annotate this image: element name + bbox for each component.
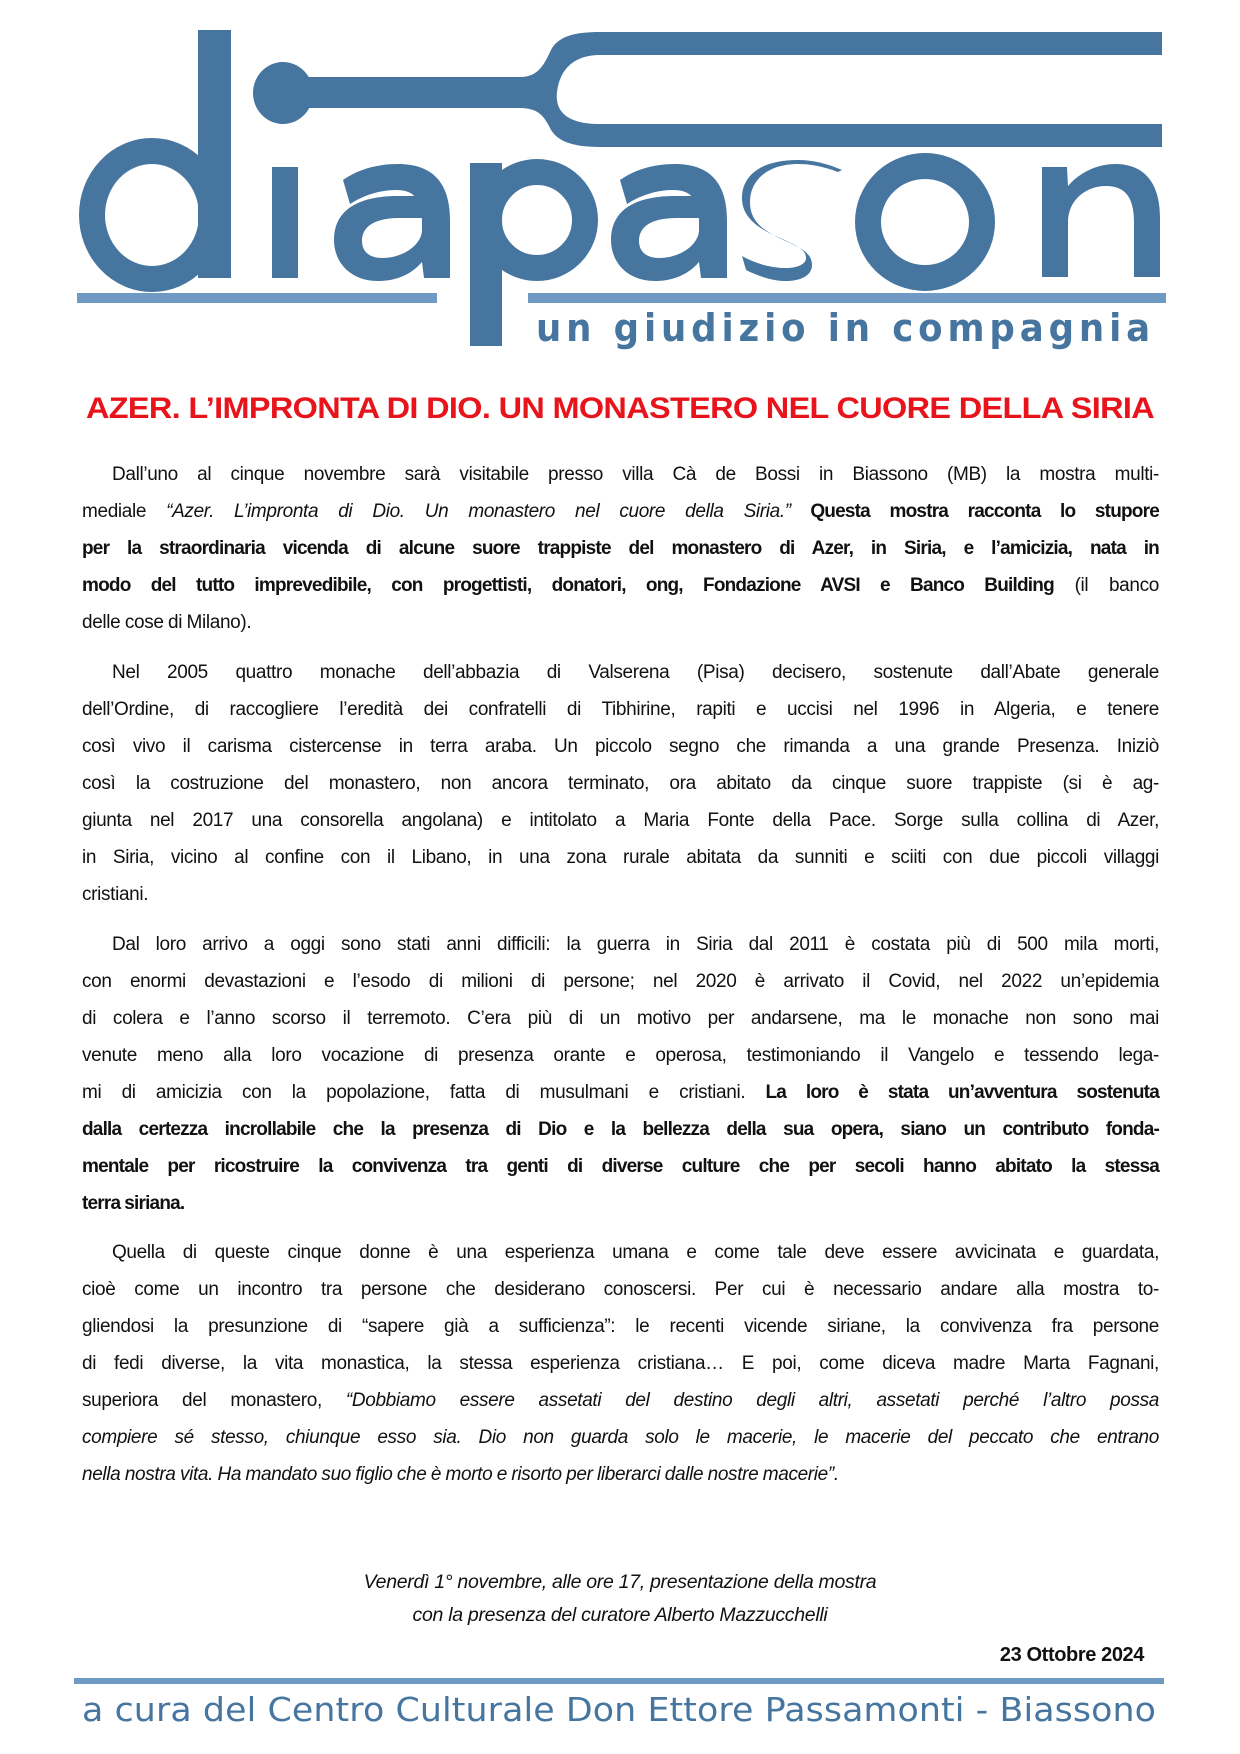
text-run: Nel 2005 quattro monache dell’abbazia di Valserena (Pisa) decisero, sostenute dall’Abate generale bbox=[112, 662, 1159, 683]
text-run: mi di amicizia con la popolazione, fatta di musulmani e cristiani. bbox=[82, 1082, 766, 1103]
text-line bbox=[82, 1148, 1159, 1185]
letter-a bbox=[334, 164, 450, 281]
text-line bbox=[82, 1074, 1159, 1111]
text-line bbox=[112, 456, 1159, 493]
text-run: giunta nel 2017 una consorella angolana) e intitolato a Maria Fonte della Pace. Sorge sulla collina di Azer, bbox=[82, 810, 1159, 831]
letter-s bbox=[742, 160, 842, 281]
text-run: venute meno alla loro vocazione di presenza orante e operosa, testimoniando il Vangelo e tessendo lega- bbox=[82, 1045, 1159, 1066]
bold-text: terra siriana. bbox=[82, 1193, 185, 1214]
letter-i bbox=[272, 167, 298, 278]
italic-text: “Dobbiamo essere assetati del destino degli altri, assetati perché l’altro possa bbox=[345, 1390, 1159, 1411]
text-line bbox=[82, 1185, 1159, 1222]
letter-n bbox=[1042, 164, 1160, 277]
event-line-2 bbox=[0, 1599, 1240, 1632]
text-line bbox=[82, 1419, 1159, 1456]
page-title: AZER. L’IMPRONTA DI DIO. UN MONASTERO NEL CUORE DELLA SIRIA bbox=[85, 392, 1154, 425]
text-line bbox=[82, 1000, 1159, 1037]
event-text: Venerdì 1° novembre, alle ore 17, presentazione della mostra bbox=[363, 1571, 877, 1593]
text-line bbox=[82, 493, 1159, 530]
text-line bbox=[82, 604, 1159, 641]
text-run: di colera e l’anno scorso il terremoto. C’era più di un motivo per andarsene, ma le monache non sono mai bbox=[82, 1008, 1159, 1029]
diapason-logo bbox=[0, 0, 1240, 370]
logo-underline-right bbox=[528, 293, 1166, 303]
footer-divider bbox=[74, 1678, 1164, 1684]
text-line bbox=[82, 691, 1159, 728]
logo-tagline: un giudizio in compagnia bbox=[536, 306, 1155, 350]
text-line bbox=[82, 1111, 1159, 1148]
text-line bbox=[82, 1037, 1159, 1074]
text-run: Dal loro arrivo a oggi sono stati anni difficili: la guerra in Siria dal 2011 è costata più di 500 mila morti, bbox=[112, 934, 1159, 955]
letter-o bbox=[868, 166, 982, 278]
text-line bbox=[112, 654, 1159, 691]
text-run: superiora del monastero, bbox=[82, 1390, 346, 1411]
fork-yoke-and-prongs bbox=[520, 32, 1162, 147]
text-line bbox=[82, 1456, 1159, 1493]
text-run: Quella di queste cinque donne è una esperienza umana e come tale deve essere avvicinata e guardata, bbox=[112, 1242, 1159, 1263]
text-run: mediale bbox=[82, 501, 167, 522]
text-line bbox=[82, 1345, 1159, 1382]
text-line bbox=[82, 728, 1159, 765]
text-run: dell’Ordine, di raccogliere l’eredità dei confratelli di Tibhirine, rapiti e uccisi nel 1996 in Algeria, e tenere bbox=[82, 699, 1159, 720]
logo-underline-left bbox=[77, 293, 437, 303]
bold-text: La loro è stata un’avventura sostenuta bbox=[765, 1082, 1159, 1103]
text-line bbox=[82, 567, 1159, 604]
letter-a-second bbox=[611, 164, 727, 281]
text-line bbox=[82, 839, 1159, 876]
text-run: (il banco bbox=[1053, 575, 1159, 596]
text-line bbox=[82, 1382, 1159, 1419]
event-text: con la presenza del curatore Alberto Mazzucchelli bbox=[412, 1604, 828, 1626]
bold-text: dalla certezza incrollabile che la presenza di Dio e la bellezza della sua opera, siano un contributo fonda- bbox=[82, 1119, 1159, 1140]
bold-text: modo del tutto imprevedibile, con progettisti, donatori, ong, Fondazione AVSI e Banco Building bbox=[82, 575, 1054, 596]
text-line bbox=[82, 963, 1159, 1000]
text-run: delle cose di Milano). bbox=[82, 612, 252, 633]
text-run: in Siria, vicino al confine con il Libano, in una zona rurale abitata da sunniti e sciiti con due piccoli villaggi bbox=[82, 847, 1159, 868]
bold-text: Questa mostra racconta lo stupore bbox=[790, 501, 1159, 522]
bold-text: per la straordinaria vicenda di alcune suore trappiste del monastero di Azer, in Siria, e l’amicizia, nata in bbox=[82, 538, 1159, 559]
letter-d-bowl bbox=[92, 151, 212, 279]
italic-text: compiere sé stesso, chiunque esso sia. Dio non guarda solo le macerie, le macerie del peccato che entrano bbox=[82, 1427, 1159, 1448]
text-run: gliendosi la presunzione di “sapere già a sufficienza”: le recenti vicende siriane, la convivenza fra persone bbox=[82, 1316, 1159, 1337]
text-line bbox=[82, 1308, 1159, 1345]
text-line bbox=[112, 1234, 1159, 1271]
text-run: Dall’uno al cinque novembre sarà visitabile presso villa Cà de Bossi in Biassono (MB) la mostra multi- bbox=[112, 464, 1159, 485]
text-line bbox=[82, 530, 1159, 567]
text-line bbox=[82, 1271, 1159, 1308]
publication-date: 23 Ottobre 2024 bbox=[999, 1644, 1144, 1666]
text-run: cristiani. bbox=[82, 884, 149, 905]
bold-text: mentale per ricostruire la convivenza tra genti di diverse culture che per secoli hanno abitato la stessa bbox=[82, 1156, 1159, 1177]
text-run: cioè come un incontro tra persone che desiderano conoscersi. Per cui è necessario andare alla mostra to- bbox=[82, 1279, 1159, 1300]
event-line-1 bbox=[0, 1566, 1240, 1599]
italic-text: “Azer. L’impronta di Dio. Un monastero nel cuore della Siria.” bbox=[166, 501, 791, 522]
italic-text: nella nostra vita. Ha mandato suo figlio che è morto e risorto per liberarci dalle nostre macerie”. bbox=[82, 1464, 839, 1485]
fork-handle bbox=[295, 77, 527, 108]
text-run: con enormi devastazioni e l’esodo di milioni di persone; nel 2020 è arrivato il Covid, nel 2022 un’epidemia bbox=[82, 971, 1159, 992]
footer-credit: a cura del Centro Culturale Don Ettore Passamonti - Biassono bbox=[82, 1690, 1156, 1729]
letter-p-bowl bbox=[489, 172, 585, 268]
text-run: così la costruzione del monastero, non ancora terminato, ora abitato da cinque suore trappiste (si è ag- bbox=[82, 773, 1159, 794]
text-line bbox=[82, 802, 1159, 839]
text-line bbox=[82, 876, 1159, 913]
text-line bbox=[112, 926, 1159, 963]
text-line bbox=[82, 765, 1159, 802]
text-run: di fedi diverse, la vita monastica, la stessa esperienza cristiana… E poi, come diceva madre Marta Fagnani, bbox=[82, 1353, 1159, 1374]
text-run: così vivo il carisma cistercense in terra araba. Un piccolo segno che rimanda a una grande Presenza. Iniziò bbox=[82, 736, 1159, 757]
